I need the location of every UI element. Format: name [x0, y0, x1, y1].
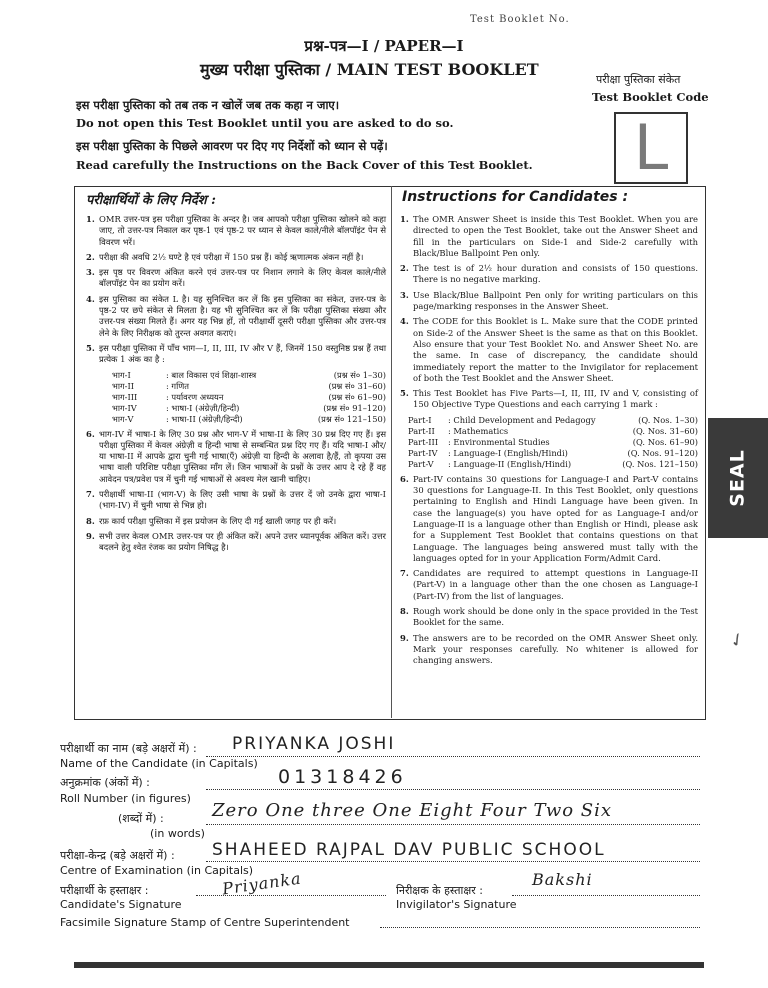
- list-item: 2. परीक्षा की अवधि 2½ घण्टे है एवं परीक्षा में 150 प्रश्न हैं। कोई ऋणात्मक अंकन नहीं है।: [86, 251, 364, 262]
- list-item: 8. रफ़ कार्य परीक्षा पुस्तिका में इस प्रयोजन के लिए दी गई खाली जगह पर ही करें।: [86, 515, 337, 526]
- english-instructions-list: [400, 214, 698, 671]
- notice-read-instructions-hindi: इस परीक्षा पुस्तिका के पिछले आवरण पर दिए गए निर्देशों को ध्यान से पढ़ें।: [76, 139, 388, 153]
- candidate-signature[interactable]: Priyanka: [221, 868, 303, 899]
- list-item: 1. The OMR Answer Sheet is inside this Test Booklet. When you are directed to open the Test Booklet, take out the Answer Sheet and fill in the particulars on Side-1 and Side-2 carefully with Black/Blue Ballpoint Pen only.: [400, 214, 698, 258]
- invigilator-signature[interactable]: Bakshi: [532, 870, 593, 889]
- table-row: Part-II : Mathematics (Q. Nos. 31–60): [408, 425, 698, 436]
- table-row: भाग-V : भाषा-II (अंग्रेज़ी/हिन्दी) (प्रश्न सं० 121–150): [112, 413, 386, 424]
- list-item: 7. Candidates are required to attempt questions in Language-II (Part-V) in a language other than the one chosen as Language-I (Part-IV) from the list of languages.: [400, 568, 698, 601]
- words-label: (in words): [150, 827, 205, 840]
- booklet-title: मुख्य परीक्षा पुस्तिका / MAIN TEST BOOKLET: [200, 60, 539, 79]
- list-item: 5. इस परीक्षा पुस्तिका में पाँच भाग—I, II, III, IV और V हैं, जिनमें 150 वस्तुनिष्ठ प्रश्न हैं तथा प्रत्येक 1 अंक का है :: [86, 342, 386, 365]
- table-row: Part-V : Language-II (English/Hindi) (Q. Nos. 121–150): [408, 458, 698, 469]
- english-instructions-heading: Instructions for Candidates :: [402, 189, 629, 205]
- roll-line: [206, 789, 700, 790]
- hindi-parts-table: [112, 370, 386, 425]
- test-booklet-code-label: Test Booklet Code: [592, 90, 709, 104]
- table-row: Part-IV : Language-I (English/Hindi) (Q. Nos. 91–120): [408, 447, 698, 458]
- paper-title: प्रश्न-पत्र—I / PAPER—I: [304, 37, 464, 55]
- table-row: भाग-I : बाल विकास एवं शिक्षा-शास्त्र (प्रश्न सं० 1–30): [112, 369, 386, 380]
- table-row: भाग-IV : भाषा-I (अंग्रेज़ी/हिन्दी) (प्रश्न सं० 91–120): [112, 402, 386, 413]
- stamp-line: [380, 927, 700, 928]
- english-parts-table: [408, 415, 698, 470]
- list-item: 4. The CODE for this Booklet is L. Make sure that the CODE printed on Side-2 of the Answer Sheet is the same as that on this Booklet. Also ensure that your Test Booklet No. and Answer Sheet No. are the same. In case of discrepancy, the candidate should immediately report the matter to the Invigilator for replacement of both the Test Booklet and the Answer Sheet.: [400, 316, 698, 383]
- words-label-hindi: (शब्दों में) :: [118, 812, 164, 825]
- stamp-label: Facsimile Signature Stamp of Centre Superintendent: [60, 916, 350, 929]
- centre-label-hindi: परीक्षा-केन्द्र (बड़े अक्षरों में) :: [60, 849, 175, 862]
- centre-line: [206, 861, 700, 862]
- roll-in-words-field[interactable]: Zero One three One Eight Four Two Six: [212, 800, 613, 821]
- invigilator-signature-label-hindi: निरीक्षक के हस्ताक्षर :: [396, 884, 483, 897]
- name-label: Name of the Candidate (in Capitals): [60, 757, 258, 770]
- candidate-signature-label-hindi: परीक्षार्थी के हस्ताक्षर :: [60, 884, 149, 897]
- seal-tab: [708, 418, 768, 538]
- check-mark-icon: ✓: [725, 627, 750, 654]
- table-row: Part-III : Environmental Studies (Q. Nos. 61–90): [408, 436, 698, 447]
- name-label-hindi: परीक्षार्थी का नाम (बड़े अक्षरों में) :: [60, 742, 197, 755]
- list-item: 4. इस पुस्तिका का संकेत L है। यह सुनिश्चित कर लें कि इस पुस्तिका का संकेत, उत्तर-पत्र के पृष्ठ-2 पर छपे संकेत से मिलता है। यह भी सुनिश्चित कर लें कि परीक्षा पुस्तिका संख्या और उत्तर-पत्र संख्या मिलते हैं। अगर यह भिन्न हों, तो परीक्षार्थी दूसरी परीक्षा पुस्तिका और उत्तर-पत्र लेने के लिए निरीक्षक को तुरन्त अवगत कराएं।: [86, 293, 386, 338]
- list-item: 9. सभी उत्तर केवल OMR उत्तर-पत्र पर ही अंकित करें। अपने उत्तर ध्यानपूर्वक अंकित करें। उत्तर बदलने हेतु श्वेत रंजक का प्रयोग निषिद्ध है।: [86, 530, 386, 553]
- list-item: 3. इस पृष्ठ पर विवरण अंकित करने एवं उत्तर-पत्र पर निशान लगाने के लिए केवल काले/नीले बॉलपॉइंट पेन का प्रयोग करें।: [86, 267, 386, 289]
- invigilator-signature-line: [512, 895, 700, 896]
- notice-read-instructions: Read carefully the Instructions on the Back Cover of this Test Booklet.: [76, 158, 533, 172]
- column-divider: [391, 186, 392, 718]
- list-item: 6. भाग-IV में भाषा-I के लिए 30 प्रश्न और भाग-V में भाषा-II के लिए 30 प्रश्न दिए गए हैं। इस परीक्षा पुस्तिका में केवल अंग्रेज़ी व हिन्दी भाषा से सम्बन्धित प्रश्न दिए गए हैं। यदि भाषा-I और/या भाषा-II में आपके द्वारा चुनी गई भाषा(एँ) अंग्रेज़ी या हिन्दी के अलावा है/हैं, तो कृपया उस भाषा वाली परिशिष्ट परीक्षा पुस्तिका माँग लें। जिन भाषाओं के प्रश्नों के उत्तर आप दे रहे हैं वह आवेदन पत्र/प्रवेश पत्र में चुनी गई भाषाओं से अवश्य मेल खानी चाहिए।: [86, 428, 386, 484]
- hindi-instructions-heading: परीक्षार्थियों के लिए निर्देश :: [86, 193, 216, 208]
- candidate-signature-label: Candidate's Signature: [60, 898, 182, 911]
- list-item: 9. The answers are to be recorded on the OMR Answer Sheet only. Mark your responses carefully. No whitener is allowed for changing answers.: [400, 632, 698, 666]
- centre-label: Centre of Examination (in Capitals): [60, 864, 254, 877]
- list-item: 7. परीक्षार्थी भाषा-II (भाग-V) के लिए उसी भाषा के प्रश्नों के उत्तर दें जो उनके द्वारा भाषा-I (भाग-IV) में चुनी भाषा से भिन्न हो।: [86, 489, 386, 511]
- notice-do-not-open: Do not open this Test Booklet until you are asked to do so.: [76, 116, 454, 130]
- name-line: [206, 756, 700, 757]
- table-row: Part-I : Child Development and Pedagogy (Q. Nos. 1–30): [408, 414, 698, 425]
- invigilator-signature-label: Invigilator's Signature: [396, 898, 517, 911]
- list-item: 5. This Test Booklet has Five Parts—I, II, III, IV and V, consisting of 150 Objective Type Questions and each carrying 1 mark :: [400, 388, 698, 410]
- hindi-instructions-list: [86, 214, 386, 558]
- table-row: भाग-III : पर्यावरण अध्ययन (प्रश्न सं० 61–90): [112, 391, 386, 402]
- candidate-name-field[interactable]: PRIYANKA JOSHI: [232, 734, 396, 754]
- roll-label-hindi: अनुक्रमांक (अंकों में) :: [60, 776, 150, 789]
- booklet-code-letter: L: [633, 111, 669, 184]
- list-item: 6. Part-IV contains 30 questions for Language-I and Part-V contains 30 questions for Language-II. In this Test Booklet, only questions pertaining to English and Hindi Language have been given. In case the language(s) you have opted for as Language-I and/or Language-II is a language other than English or Hindi, please ask for a Supplement Test Booklet that contains questions on that Language. The languages being answered must tally with the languages opted for in your Application Form/Admit Card.: [400, 473, 698, 563]
- roll-number-field[interactable]: 01318426: [278, 766, 407, 788]
- words-line: [206, 824, 700, 825]
- list-item: 1. OMR उत्तर-पत्र इस परीक्षा पुस्तिका के अन्दर है। जब आपको परीक्षा पुस्तिका खोलने को कहा जाए, तो उत्तर-पत्र निकाल कर पृष्ठ-1 एवं पृष्ठ-2 पर ध्यान से केवल काले/नीले बॉलपॉइंट पेन से विवरण भरें।: [86, 214, 386, 247]
- booklet-code-box: [614, 112, 688, 184]
- test-booklet-number-label: Test Booklet No.: [470, 14, 570, 25]
- notice-do-not-open-hindi: इस परीक्षा पुस्तिका को तब तक न खोलें जब तक कहा न जाए।: [76, 98, 340, 112]
- table-row: भाग-II : गणित (प्रश्न सं० 31–60): [112, 380, 386, 391]
- list-item: 8. Rough work should be done only in the space provided in the Test Booklet for the same.: [400, 606, 698, 628]
- roll-label: Roll Number (in figures): [60, 792, 191, 805]
- list-item: 3. Use Black/Blue Ballpoint Pen only for writing particulars on this page/marking responses in the Answer Sheet.: [400, 289, 698, 312]
- bottom-bar: [74, 962, 704, 968]
- list-item: 2. The test is of 2½ hour duration and consists of 150 questions. There is no negative marking.: [400, 263, 698, 285]
- seal-label: SEAL: [726, 449, 749, 507]
- exam-centre-field[interactable]: SHAHEED RAJPAL DAV PUBLIC SCHOOL: [212, 840, 606, 860]
- test-booklet-code-label-hindi: परीक्षा पुस्तिका संकेत: [596, 73, 681, 86]
